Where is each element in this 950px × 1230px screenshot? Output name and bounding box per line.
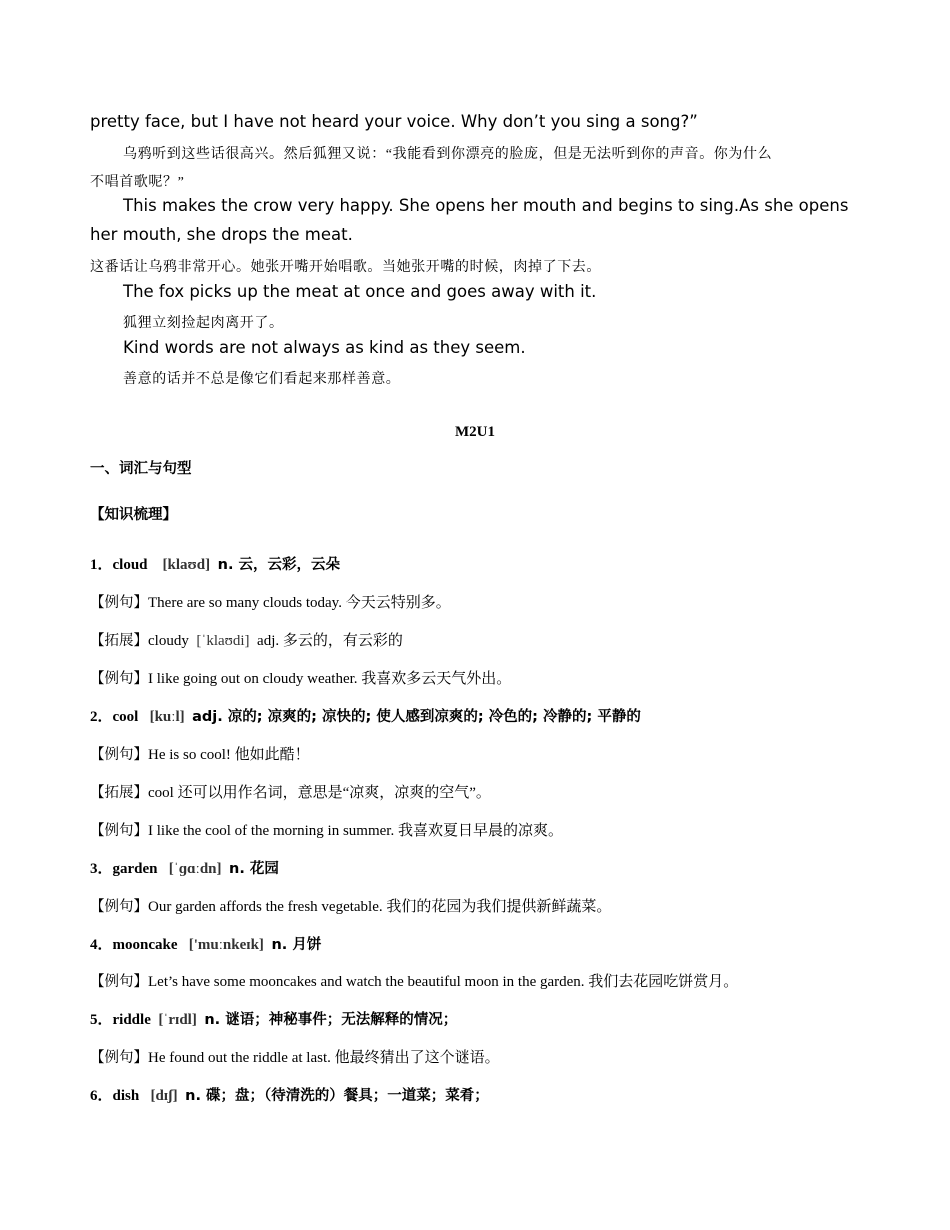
unit-title: M2U1 bbox=[455, 424, 495, 440]
entry-word: mooncake bbox=[112, 937, 178, 953]
example-sentence: Our garden affords the fresh vegetable. 我们的花园为我们提供新鲜蔬菜。 bbox=[148, 899, 612, 915]
extension-phonetic: [ˈklaʊdi] bbox=[196, 633, 250, 649]
entry-word: riddle bbox=[112, 1012, 151, 1028]
extension-label: 【拓展】 bbox=[90, 633, 148, 649]
entry-definition: n. 碟；盘；（待清洗的）餐具；一道菜；菜肴； bbox=[185, 1088, 489, 1104]
entry-number: 1． bbox=[90, 557, 113, 573]
story-line-4: Kind words are not always as kind as they seem. bbox=[123, 338, 526, 357]
story-line-2a: This makes the crow very happy. She opens her mouth and begins to sing.As she opens bbox=[123, 196, 849, 215]
story-line-3: The fox picks up the meat at once and goes away with it. bbox=[123, 282, 597, 301]
example-label: 【例句】 bbox=[90, 747, 148, 763]
example-label: 【例句】 bbox=[90, 1050, 148, 1066]
entry-definition: n. 月饼 bbox=[271, 937, 322, 953]
entry-cloud bbox=[90, 553, 858, 574]
story-translation-1a: 乌鸦听到这些话很高兴。然后狐狸又说：“我能看到你漂亮的脸庞，但是无法听到你的声音。你为什么 bbox=[123, 147, 773, 162]
story-line-2b: her mouth, she drops the meat. bbox=[90, 225, 353, 244]
entry-garden bbox=[90, 857, 858, 878]
entry-mooncake bbox=[90, 933, 858, 954]
example-row bbox=[90, 591, 858, 612]
example-row bbox=[90, 819, 858, 840]
entry-word: cool bbox=[112, 709, 139, 725]
example-label: 【例句】 bbox=[90, 595, 148, 611]
story-translation-3: 狐狸立刻捡起肉离开了。 bbox=[123, 316, 284, 331]
entry-phonetic: [klaʊd] bbox=[162, 557, 211, 573]
extension-label: 【拓展】 bbox=[90, 785, 148, 801]
entry-definition: n. 云，云彩，云朵 bbox=[217, 557, 341, 573]
example-sentence: He is so cool! 他如此酷！ bbox=[148, 747, 310, 763]
example-sentence: I like going out on cloudy weather. 我喜欢多云天气外出。 bbox=[148, 671, 512, 687]
example-label: 【例句】 bbox=[90, 671, 148, 687]
entry-phonetic: ['muːnkeɪk] bbox=[188, 937, 264, 953]
entry-number: 3． bbox=[90, 861, 113, 877]
example-sentence: Let’s have some mooncakes and watch the beautiful moon in the garden. 我们去花园吃饼赏月。 bbox=[148, 974, 739, 990]
example-sentence: I like the cool of the morning in summer. 我喜欢夏日早晨的凉爽。 bbox=[148, 823, 563, 839]
story-translation-4: 善意的话并不总是像它们看起来那样善意。 bbox=[123, 372, 401, 387]
example-row bbox=[90, 970, 858, 991]
entry-riddle bbox=[90, 1008, 858, 1029]
entry-number: 5． bbox=[90, 1012, 113, 1028]
example-sentence: He found out the riddle at last. 他最终猜出了这个谜语。 bbox=[148, 1050, 500, 1066]
entry-phonetic: [kuːl] bbox=[149, 709, 185, 725]
example-row bbox=[90, 743, 858, 764]
entry-number: 4． bbox=[90, 937, 113, 953]
story-translation-2: 这番话让乌鸦非常开心。她张开嘴开始唱歌。当她张开嘴的时候，肉掉了下去。 bbox=[90, 260, 601, 275]
section-heading: 一、词汇与句型 bbox=[90, 461, 192, 477]
subsection-heading: 【知识梳理】 bbox=[90, 507, 177, 523]
extension-definition: adj. 多云的，有云彩的 bbox=[257, 633, 403, 649]
entry-number: 2． bbox=[90, 709, 113, 725]
example-row bbox=[90, 895, 858, 916]
entry-word: garden bbox=[112, 861, 158, 877]
entry-phonetic: [ˈɡɑːdn] bbox=[168, 861, 222, 877]
example-row bbox=[90, 1046, 858, 1067]
extension-row bbox=[90, 781, 858, 802]
entry-word: dish bbox=[112, 1088, 140, 1104]
story-line-1: pretty face, but I have not heard your voice. Why don’t you sing a song?” bbox=[90, 112, 698, 131]
entry-number: 6． bbox=[90, 1088, 113, 1104]
entry-definition: adj. 凉的; 凉爽的; 凉快的; 使人感到凉爽的; 冷色的; 冷静的; 平静的 bbox=[192, 709, 641, 725]
entry-dish bbox=[90, 1084, 858, 1105]
entry-definition: n. 花园 bbox=[229, 861, 279, 877]
entry-definition: n. 谜语；神秘事件；无法解释的情况； bbox=[204, 1012, 458, 1028]
story-translation-1b: 不唱首歌呢？” bbox=[90, 175, 185, 190]
example-label: 【例句】 bbox=[90, 899, 148, 915]
example-row bbox=[90, 667, 858, 688]
example-label: 【例句】 bbox=[90, 974, 148, 990]
extension-row bbox=[90, 629, 858, 650]
example-sentence: There are so many clouds today. 今天云特别多。 bbox=[148, 595, 451, 611]
entry-cool bbox=[90, 705, 858, 726]
example-label: 【例句】 bbox=[90, 823, 148, 839]
extension-word: cloudy bbox=[148, 633, 189, 649]
entry-phonetic: [ˈrɪdl] bbox=[158, 1012, 197, 1028]
entry-word: cloud bbox=[112, 557, 148, 573]
entry-phonetic: [dɪʃ] bbox=[150, 1088, 178, 1104]
extension-text: cool 还可以用作名词，意思是“凉爽，凉爽的空气”。 bbox=[148, 785, 491, 801]
